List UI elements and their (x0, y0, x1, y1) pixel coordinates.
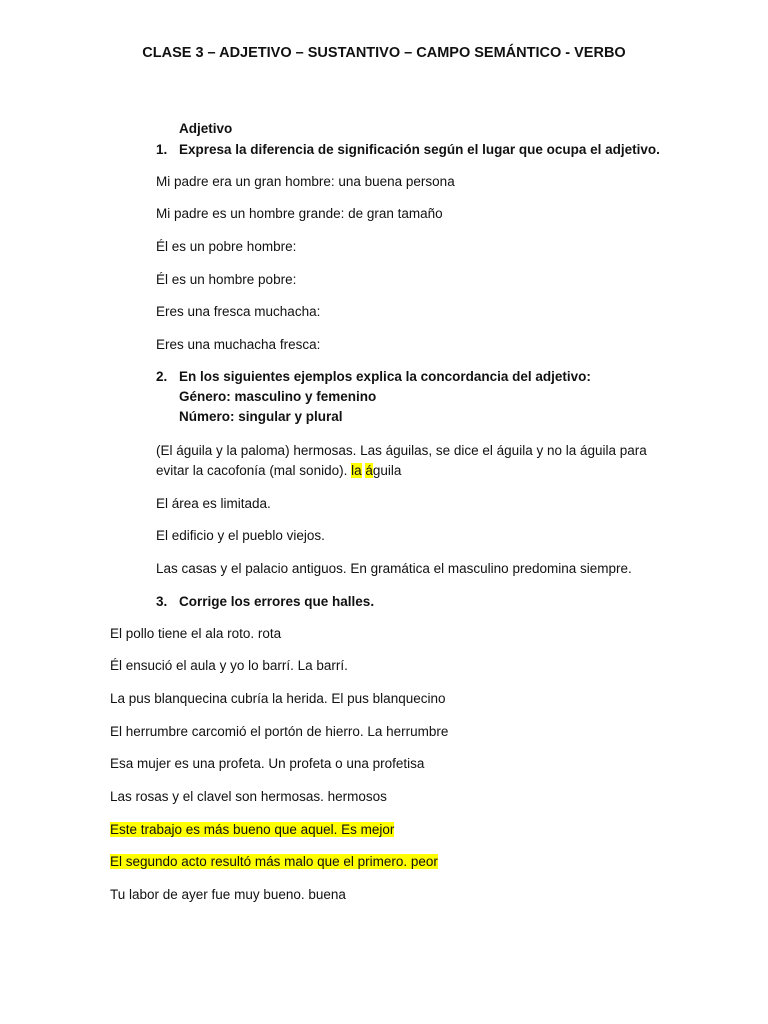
q3-item-highlighted (110, 852, 438, 871)
question-2-number: 2. (156, 369, 168, 384)
question-3-number: 3. (156, 594, 168, 609)
q3-item-highlighted (110, 820, 394, 839)
highlighted-text: á (365, 463, 373, 478)
question-1-number: 1. (156, 142, 168, 157)
highlighted-text: El segundo acto resultó más malo que el primero. peor (110, 854, 438, 869)
page-title: CLASE 3 – ADJETIVO – SUSTANTIVO – CAMPO SEMÁNTICO - VERBO (142, 45, 626, 61)
q3-item: El herrumbre carcomió el portón de hierro. La herrumbre (110, 724, 449, 739)
q2-item: El edificio y el pueblo viejos. (156, 528, 325, 543)
q1-item: Mi padre es un hombre grande: de gran tamaño (156, 206, 443, 221)
q1-item: Eres una fresca muchacha: (156, 304, 321, 319)
q3-item: Las rosas y el clavel son hermosas. hermosos (110, 789, 387, 804)
q2-item: El área es limitada. (156, 496, 271, 511)
q2-item-text: evitar la cacofonía (mal sonido). (156, 463, 352, 478)
question-2-text: En los siguientes ejemplos explica la concordancia del adjetivo: (179, 369, 591, 384)
question-2-sub-gender: Género: masculino y femenino (179, 389, 377, 404)
q2-item-line (156, 461, 401, 480)
section-heading: Adjetivo (179, 121, 233, 136)
highlighted-text: Este trabajo es más bueno que aquel. Es mejor (110, 822, 395, 837)
q1-item: Él es un pobre hombre: (156, 239, 297, 254)
q1-item: Él es un hombre pobre: (156, 272, 297, 287)
highlighted-text: la (351, 463, 362, 478)
q1-item: Mi padre era un gran hombre: una buena persona (156, 174, 455, 189)
q3-item: Esa mujer es una profeta. Un profeta o una profetisa (110, 756, 425, 771)
q3-item: Él ensució el aula y yo lo barrí. La barrí. (110, 658, 348, 673)
q2-item: Las casas y el palacio antiguos. En gramática el masculino predomina siempre. (156, 561, 632, 576)
q1-item: Eres una muchacha fresca: (156, 337, 321, 352)
question-2-sub-number: Número: singular y plural (179, 409, 343, 424)
q3-item: Tu labor de ayer fue muy bueno. buena (110, 887, 346, 902)
q3-item: El pollo tiene el ala roto. rota (110, 626, 282, 641)
question-3-text: Corrige los errores que halles. (179, 594, 375, 609)
question-2 (156, 367, 591, 386)
question-3 (156, 592, 374, 611)
question-1 (156, 140, 660, 159)
q2-item-line: (El águila y la paloma) hermosas. Las águilas, se dice el águila y no la águila para (156, 443, 647, 458)
q2-item-text: guila (372, 463, 402, 478)
question-1-text: Expresa la diferencia de significación según el lugar que ocupa el adjetivo. (179, 142, 660, 157)
q3-item: La pus blanquecina cubría la herida. El pus blanquecino (110, 691, 446, 706)
